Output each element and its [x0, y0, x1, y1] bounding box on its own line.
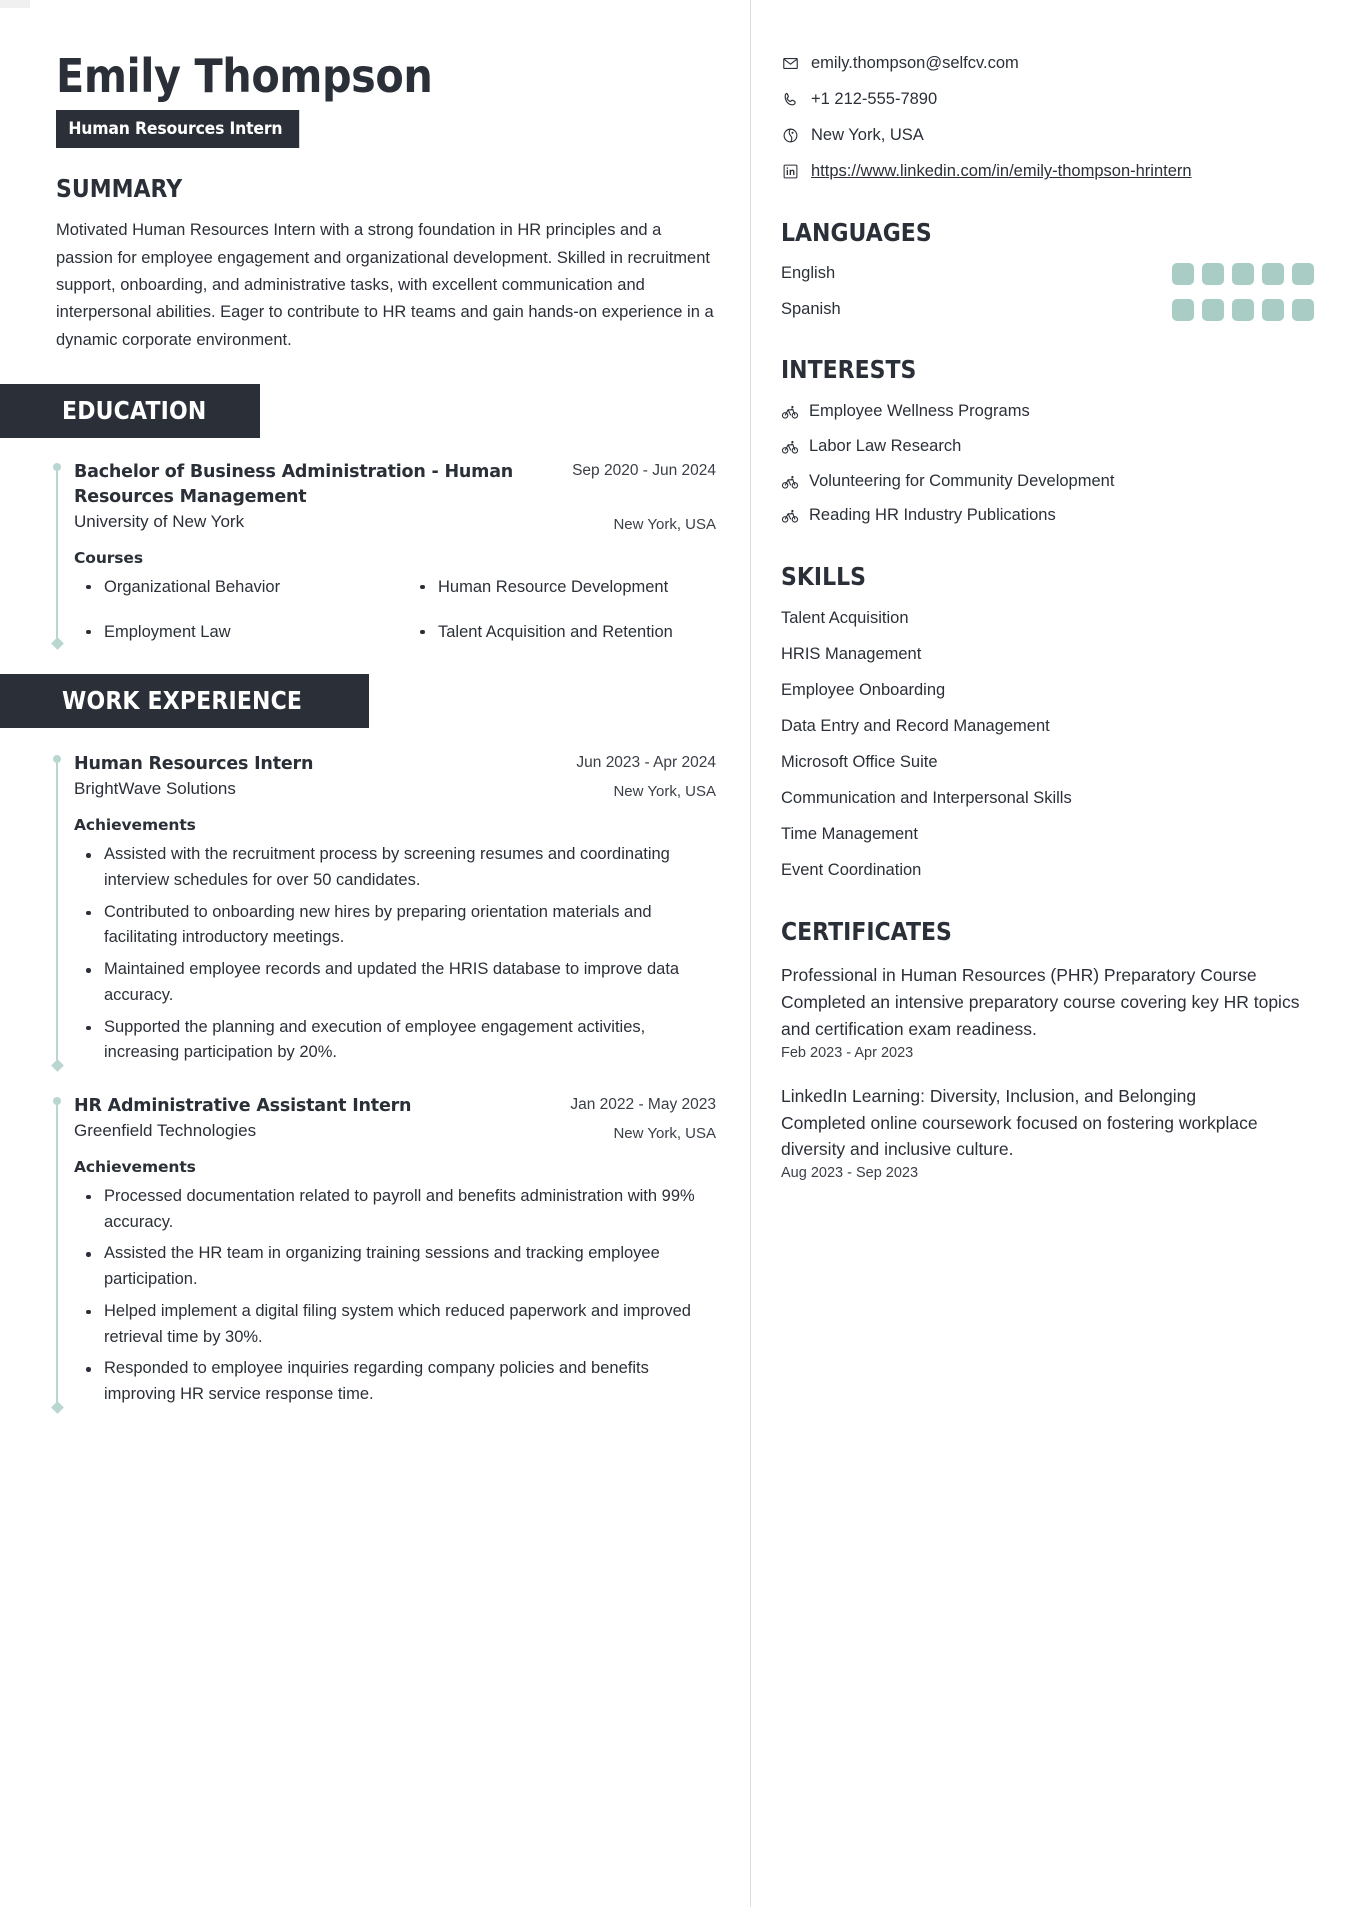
timeline-dot-icon [53, 463, 61, 471]
level-square [1202, 299, 1224, 321]
skill-item: Data Entry and Record Management [781, 717, 1050, 736]
level-square [1232, 299, 1254, 321]
contact-location-text: New York, USA [811, 126, 924, 145]
level-square [1292, 263, 1314, 285]
language-name: English [781, 264, 836, 283]
education-location: New York, USA [613, 515, 716, 533]
contact-linkedin[interactable] [781, 160, 1314, 183]
interest-item [781, 435, 1314, 459]
certificate-date: Aug 2023 - Sep 2023 [781, 1165, 919, 1182]
bicycle-icon [781, 507, 799, 525]
certificate-title: Professional in Human Resources (PHR) Preparatory Course [781, 964, 1257, 985]
level-square [1262, 299, 1284, 321]
work-entry [56, 752, 716, 1066]
interest-item [781, 504, 1314, 528]
timeline-dot-icon [53, 1097, 61, 1105]
linkedin-icon [781, 162, 800, 181]
education-heading [0, 384, 260, 438]
interests-heading: INTERESTS [781, 354, 917, 384]
skill-item: HRIS Management [781, 645, 922, 664]
timeline-line [56, 467, 58, 640]
education-degree: Bachelor of Business Administration - Human Resources Management [74, 462, 514, 508]
certificate-date: Feb 2023 - Apr 2023 [781, 1044, 914, 1061]
candidate-role-tag: Human Resources Intern [56, 110, 299, 148]
achievement-item: Supported the planning and execution of employee engagement activities, increasing participation by 20%. [74, 1015, 716, 1066]
achievement-item: Maintained employee records and updated the HRIS database to improve data accuracy. [74, 957, 716, 1008]
education-date: Sep 2020 - Jun 2024 [572, 462, 716, 480]
work-title: Human Resources Intern [74, 754, 314, 775]
work-entry [56, 1094, 716, 1408]
phone-icon [781, 90, 800, 109]
envelope-icon [781, 54, 800, 73]
sidebar-column [751, 0, 1350, 1203]
interest-label: Employee Wellness Programs [809, 401, 1030, 420]
work-location: New York, USA [613, 783, 716, 801]
work-experience-heading-label: WORK EXPERIENCE [62, 686, 303, 716]
skill-item: Communication and Interpersonal Skills [781, 789, 1072, 807]
language-name: Spanish [781, 300, 841, 319]
main-column [0, 0, 750, 1414]
achievement-item: Processed documentation related to payroll and benefits administration with 99% accuracy. [74, 1184, 716, 1235]
skills-section [781, 562, 1314, 882]
certificate-title: LinkedIn Learning: Diversity, Inclusion, and Belonging [781, 1085, 1197, 1106]
achievement-item: Assisted the HR team in organizing training sessions and tracking employee participation. [74, 1241, 716, 1292]
candidate-name: Emily Thompson [56, 49, 433, 103]
achievement-item: Responded to employee inquiries regarding company policies and benefits improving HR service response time. [74, 1356, 716, 1407]
work-location: New York, USA [613, 1124, 716, 1142]
timeline-diamond-icon [51, 1059, 64, 1072]
timeline-line [56, 1101, 58, 1404]
achievements-label: Achievements [74, 1157, 196, 1176]
education-heading-label: EDUCATION [62, 396, 207, 426]
certificate-item [781, 962, 1314, 1061]
certificate-description: Completed an intensive preparatory course covering key HR topics and certification exam readiness. [781, 991, 1300, 1039]
skill-item: Time Management [781, 824, 918, 843]
timeline-diamond-icon [51, 1401, 64, 1414]
timeline-line [56, 759, 58, 1062]
interest-label: Labor Law Research [809, 436, 962, 455]
skill-item: Employee Onboarding [781, 681, 946, 700]
work-date: Jun 2023 - Apr 2024 [576, 754, 716, 772]
course-item: Human Resource Development [408, 575, 716, 600]
interest-label: Volunteering for Community Development [809, 471, 1115, 490]
contact-linkedin-text[interactable]: https://www.linkedin.com/in/emily-thompson-hrintern [811, 162, 1192, 181]
language-row [781, 299, 1314, 321]
courses-list [74, 575, 716, 645]
timeline-diamond-icon [51, 637, 64, 650]
contact-email-text: emily.thompson@selfcv.com [811, 54, 1019, 72]
work-experience-section [0, 674, 750, 1407]
skill-item: Talent Acquisition [781, 609, 909, 628]
level-square [1292, 299, 1314, 321]
achievement-item: Contributed to onboarding new hires by preparing orientation materials and facilitating introductory meetings. [74, 900, 716, 951]
bicycle-icon [781, 473, 799, 491]
certificate-item [781, 1083, 1314, 1182]
education-section [0, 384, 750, 644]
interest-item [781, 470, 1314, 494]
contact-block [781, 52, 1314, 184]
bicycle-icon [781, 438, 799, 456]
course-item: Employment Law [74, 620, 382, 645]
summary-heading: SUMMARY [56, 174, 183, 204]
education-school: University of New York [74, 511, 245, 531]
interest-item [781, 400, 1314, 424]
language-level-indicator [1172, 263, 1314, 285]
work-experience-heading [0, 674, 369, 728]
contact-phone-text: +1 212-555-7890 [811, 90, 938, 109]
achievement-item: Assisted with the recruitment process by screening resumes and coordinating interview schedules for over 50 candidates. [74, 842, 716, 893]
summary-text: Motivated Human Resources Intern with a strong foundation in HR principles and a passion for employee engagement and organizational development. Skilled in recruitment support, onboarding, and administrative tasks, with excellent communication and interpersonal abilities. Eager to contribute to HR teams and gain hands-on experience in a dynamic corporate environment. [56, 221, 714, 349]
work-company: Greenfield Technologies [74, 1120, 257, 1140]
interest-label: Reading HR Industry Publications [809, 506, 1056, 525]
achievements-list [74, 1184, 716, 1408]
skill-item: Microsoft Office Suite [781, 753, 938, 772]
timeline-dot-icon [53, 755, 61, 763]
languages-heading: LANGUAGES [781, 217, 932, 247]
certificates-section [781, 917, 1314, 1182]
course-item: Organizational Behavior [74, 575, 382, 600]
bicycle-icon [781, 403, 799, 421]
work-company: BrightWave Solutions [74, 779, 236, 799]
education-entry [56, 460, 716, 644]
level-square [1232, 263, 1254, 285]
contact-email [781, 52, 1314, 75]
course-item: Talent Acquisition and Retention [408, 620, 716, 645]
contact-location [781, 124, 1314, 147]
level-square [1172, 263, 1194, 285]
achievement-item: Helped implement a digital filing system which reduced paperwork and improved retrieval time by 30%. [74, 1299, 716, 1350]
language-row [781, 263, 1314, 285]
contact-phone [781, 88, 1314, 111]
level-square [1262, 263, 1284, 285]
language-level-indicator [1172, 299, 1314, 321]
achievements-label: Achievements [74, 816, 196, 835]
courses-label: Courses [74, 548, 143, 567]
skill-item: Event Coordination [781, 860, 922, 879]
level-square [1202, 263, 1224, 285]
work-date: Jan 2022 - May 2023 [570, 1096, 716, 1114]
level-square [1172, 299, 1194, 321]
certificate-description: Completed online coursework focused on fostering workplace diversity and inclusive culture. [781, 1112, 1258, 1160]
certificates-heading: CERTIFICATES [781, 916, 952, 946]
globe-icon [781, 126, 800, 145]
work-title: HR Administrative Assistant Intern [74, 1096, 412, 1117]
languages-section [781, 218, 1314, 321]
achievements-list [74, 842, 716, 1066]
skills-heading: SKILLS [781, 562, 866, 592]
interests-section [781, 355, 1314, 529]
